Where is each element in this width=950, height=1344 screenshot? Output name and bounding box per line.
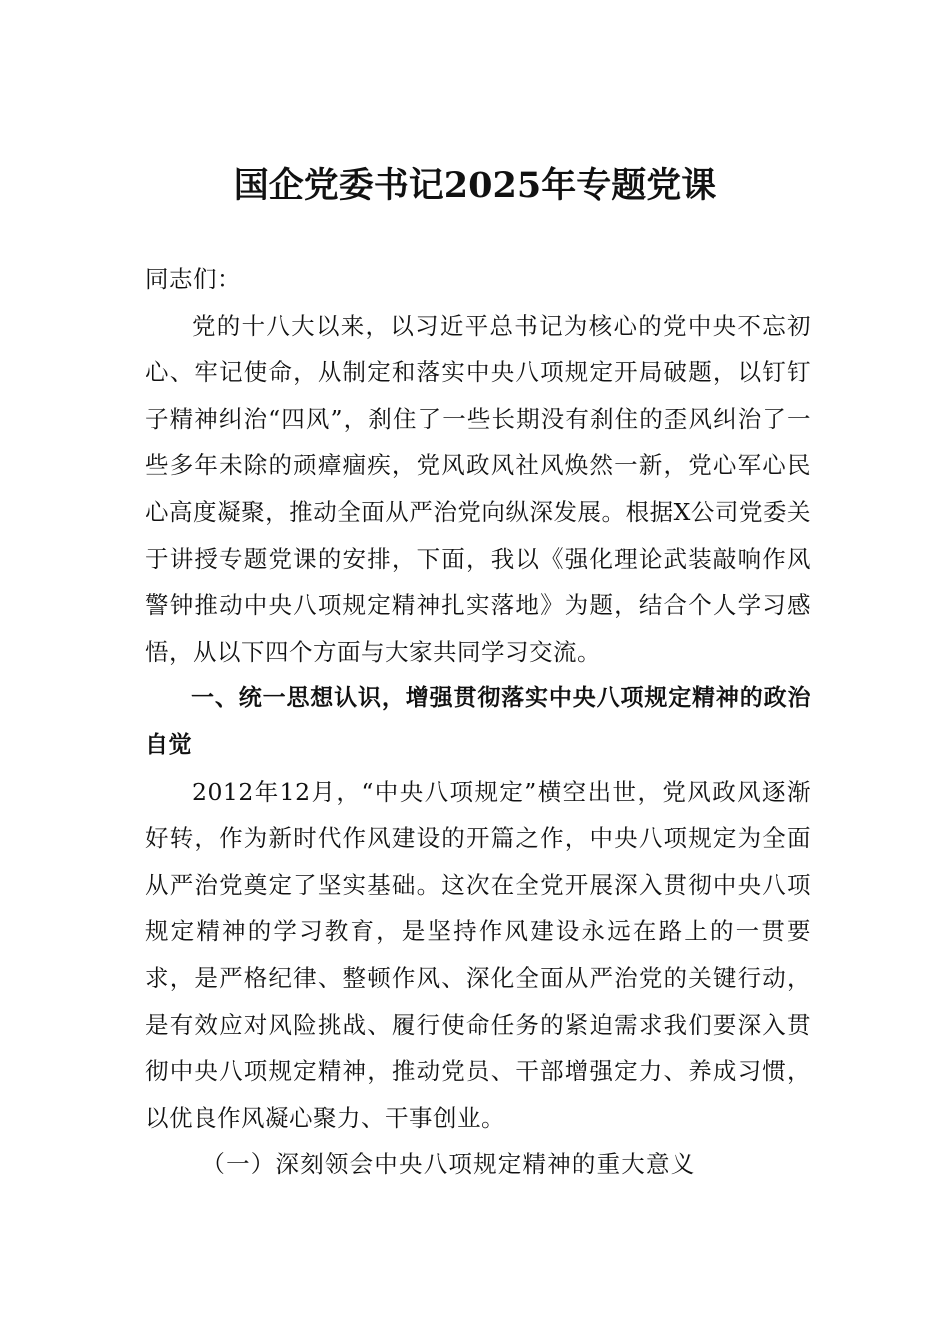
document-title: 国企党委书记2025年专题党课 <box>233 165 717 206</box>
paragraph-intro: 党的十八大以来，以习近平总书记为核心的党中央不忘初心、牢记使命，从制定和落实中央八项规定开局破题，以钉钉子精神纠治“四风”，刹住了一些长期没有刹住的歪风纠治了一些多年未除的顽瘴痼疾，党风政风社风焕然一新，党心军心民心高度凝聚，推动全面从严治党向纵深发展。根据X公司党委关于讲授专题党课的安排，下面，我以《强化理论武装敲响作风警钟推动中央八项规定精神扎实落地》为题，结合个人学习感悟，从以下四个方面与大家共同学习交流。 <box>145 311 811 666</box>
document-body <box>145 256 811 1188</box>
salutation: 同志们： <box>145 265 241 293</box>
paragraph-section-1: 2012年12月，“中央八项规定”横空出世，党风政风逐渐好转，作为新时代作风建设的开篇之作，中央八项规定为全面从严治党奠定了坚实基础。这次在全党开展深入贯彻中央八项规定精神的学习教育，是坚持作风建设永远在路上的一贯要求，是严格纪律、整顿作风、深化全面从严治党的关键行动，是有效应对风险挑战、履行使命任务的紧迫需求我们要深入贯彻中央八项规定精神，推动党员、干部增强定力、养成习惯，以优良作风凝心聚力、干事创业。 <box>145 777 811 1132</box>
subsection-heading-1: （一）深刻领会中央八项规定精神的重大意义 <box>201 1150 696 1179</box>
section-heading-1: 一、统一思想认识，增强贯彻落实中央八项规定精神的政治自觉 <box>145 685 811 758</box>
